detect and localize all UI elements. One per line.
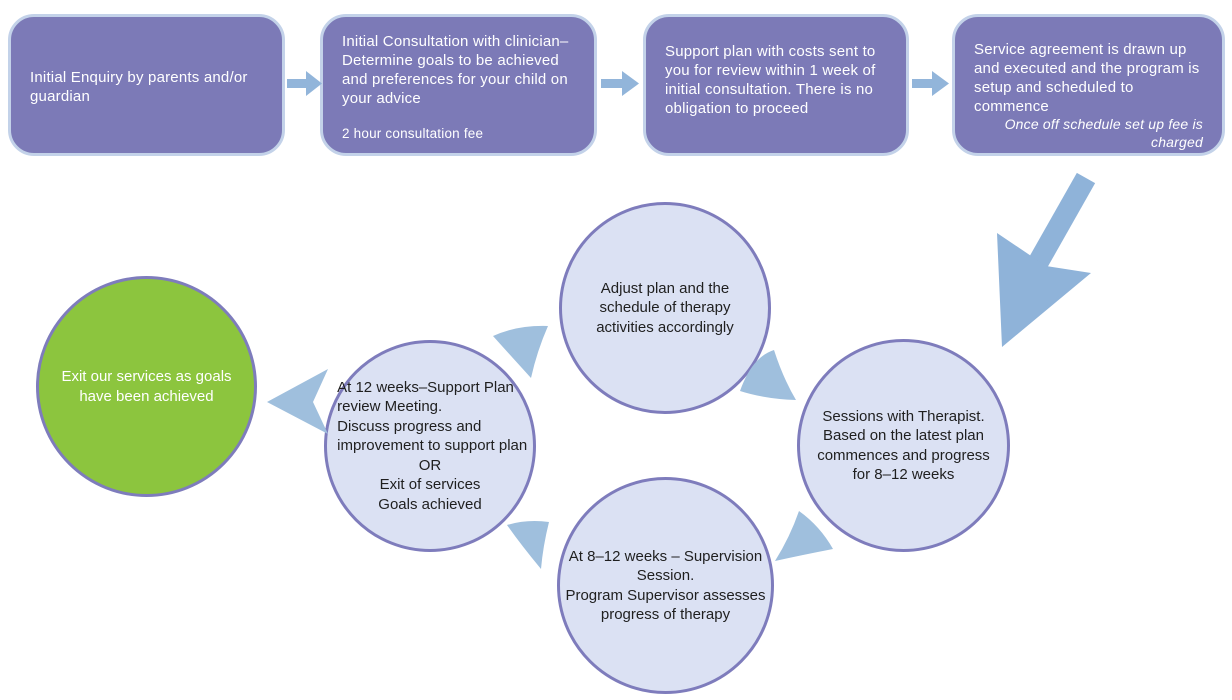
cycle-circle-supervision (557, 477, 774, 694)
step-box-note: 2 hour consultation fee (342, 125, 484, 141)
exit-arrowhead-left-icon (267, 369, 328, 434)
circle-text-line: Discuss progress and improvement to support plan (337, 417, 528, 455)
circle-text: Exit our services as goals have been achieved (61, 368, 232, 405)
step-box-initial-enquiry (8, 14, 285, 156)
step-box-text: Initial Enquiry by parents and/or guardian (30, 68, 248, 105)
circle-text-line: At 8–12 weeks – Supervision Session. (568, 547, 763, 584)
circle-text: Adjust plan and the schedule of therapy activities accordingly (596, 279, 734, 336)
step-box-initial-consultation (320, 14, 597, 156)
flow-arrow-right-icon (912, 71, 949, 96)
circle-text-line: Program Supervisor assesses progress of therapy (565, 586, 766, 623)
step-box-text: Service agreement is drawn up and executed and the program is setup and scheduled to commence (974, 41, 1200, 116)
cycle-arrow-bottom-left-icon (507, 521, 549, 569)
step-box-note: Once off schedule set up fee is charged (1004, 116, 1203, 150)
big-down-left-arrow-icon (997, 178, 1091, 347)
step-box-text: Support plan with costs sent to you for review within 1 week of initial consultation. There is no obligation to proceed (665, 43, 876, 118)
step-box-text: Initial Consultation with clinician–Determine goals to be achieved and preferences for your child on your advice (342, 33, 569, 108)
step-box-service-agreement (952, 14, 1225, 156)
circle-text-or: OR (418, 456, 442, 474)
cycle-circle-adjust-plan (559, 202, 771, 414)
circle-text-line: At 12 weeks–Support Plan review Meeting. (337, 378, 514, 416)
cycle-circle-review-meeting (324, 340, 536, 552)
circle-text-goals-achieved: Goals achieved (378, 495, 482, 513)
circle-text-exit-services: Exit of services (379, 476, 481, 494)
step-box-support-plan (643, 14, 909, 156)
circle-text: Sessions with Therapist. Based on the latest plan commences and progress for 8–12 weeks (817, 407, 990, 483)
flow-arrow-right-icon (601, 71, 639, 96)
cycle-circle-sessions (797, 339, 1010, 552)
cycle-arrow-right-bottom-icon (775, 511, 833, 561)
exit-services-circle (36, 276, 257, 497)
flow-arrow-right-icon (287, 71, 322, 96)
